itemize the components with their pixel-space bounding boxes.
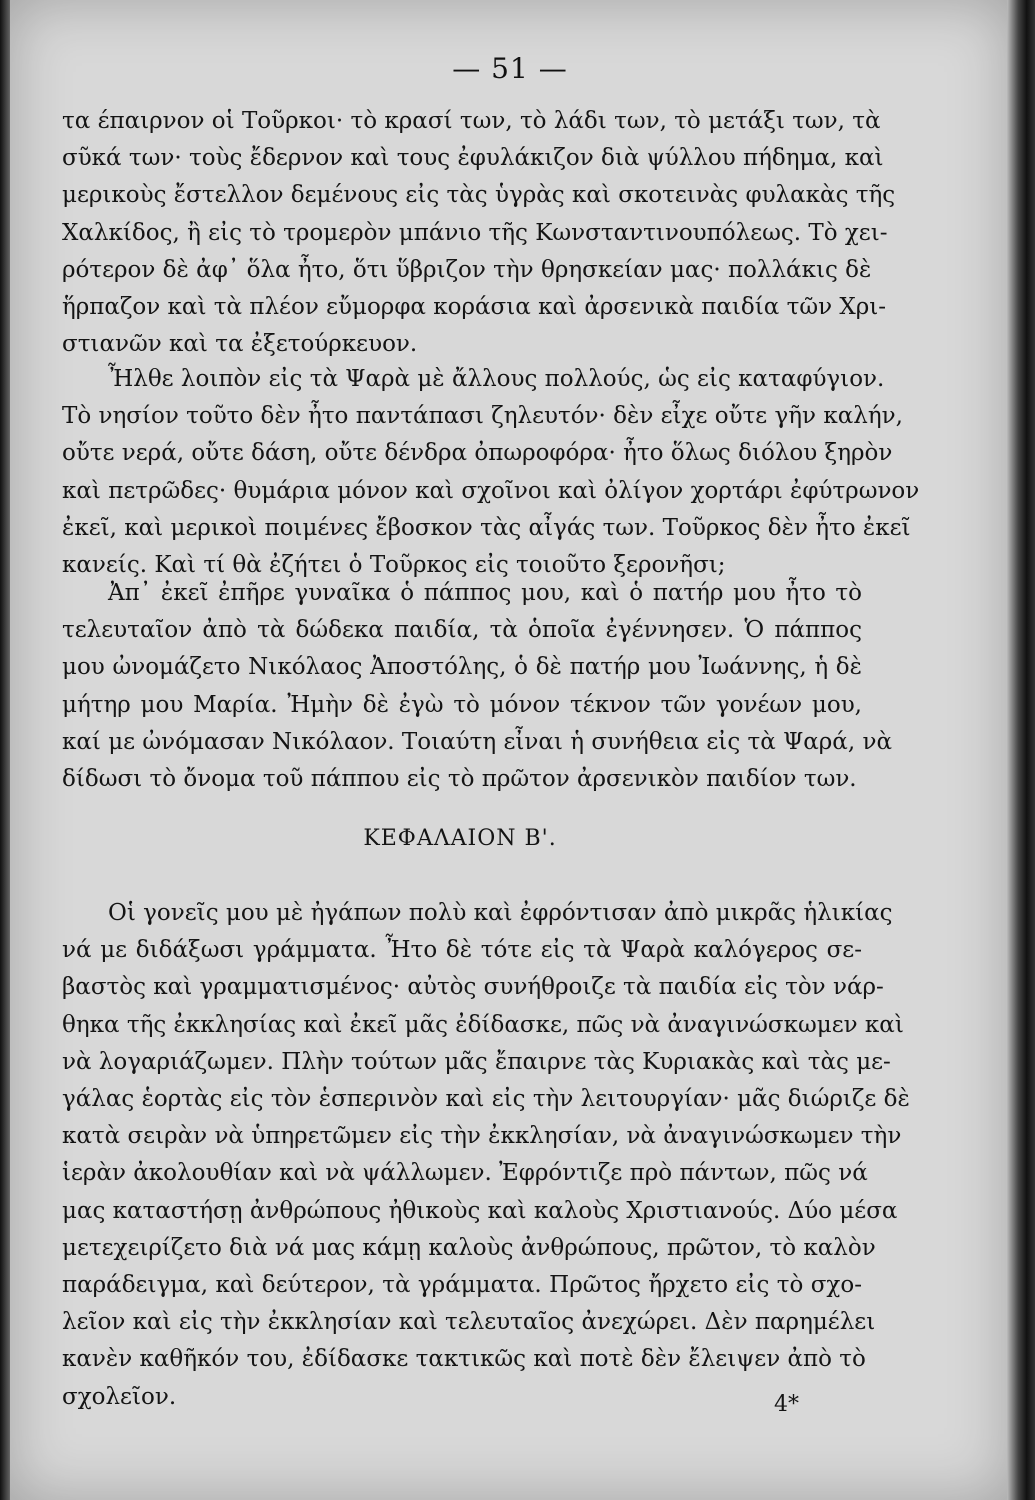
text-line: ἥρπαζον καὶ τὰ πλέον εὔμορφα κοράσια καὶ ἀρσενικὰ παιδία τῶν Χρι- <box>62 294 887 321</box>
text-line: κανείς. Καὶ τί θὰ ἐζήτει ὁ Τοῦρκος εἰς τοιοῦτο ξερονῆσι; <box>62 552 726 579</box>
text-line: σῦκά των· τοὺς ἔδερνον καὶ τους ἐφυλάκιζον διὰ ψύλλου πήδημα, καὶ <box>62 145 884 172</box>
text-line: μετεχειρίζετο διὰ νά μας κάμῃ καλοὺς ἀνθρώπους, πρῶτον, τὸ καλὸν <box>62 1234 876 1261</box>
text-line: ἐκεῖ, καὶ μερικοὶ ποιμένες ἔβοσκον τὰς αἶγάς των. Τοῦρκος δὲν ἦτο ἐκεῖ <box>62 514 911 541</box>
text-line: μας καταστήσῃ ἀνθρώπους ἠθικοὺς καὶ καλοὺς Χριστιανούς. Δύο μέσα <box>62 1197 898 1224</box>
text-line: καὶ πετρῶδες· θυμάρια μόνον καὶ σχοῖνοι καὶ ὀλίγον χορτάρι ἐφύτρωνον <box>62 477 920 504</box>
paragraph-4 <box>62 895 910 1416</box>
text-line: βαστὸς καὶ γραμματισμένος· αὐτὸς συνήθροιζε τὰ παιδία εἰς τὸν νάρ- <box>62 974 884 1001</box>
text-line: γάλας ἑορτὰς εἰς τὸν ἑσπερινὸν καὶ εἰς τὴν λειτουργίαν· μᾶς διώριζε δὲ <box>62 1086 910 1113</box>
text-line: ἱερὰν ἀκολουθίαν καὶ νὰ ψάλλωμεν. Ἐφρόντιζε πρὸ πάντων, πῶς νά <box>62 1160 868 1187</box>
text-line: σχολεῖον. <box>62 1383 177 1410</box>
text-line: ρότερον δὲ ἀφ᾽ ὅλα ἦτο, ὅτι ὕβριζον τὴν θρησκείαν μας· πολλάκις δὲ <box>62 256 872 283</box>
text-line: μήτηρ μου Μαρία. Ἠμὴν δὲ ἐγὼ τὸ μόνον τέκνον τῶν γονέων μου, <box>62 691 862 718</box>
text-line: Οἱ γονεῖς μου μὲ ἠγάπων πολὺ καὶ ἐφρόντισαν ἀπὸ μικρᾶς ἡλικίας <box>108 900 893 926</box>
page-number: — 51 — <box>452 52 568 85</box>
text-line: Ἀπ᾽ ἐκεῖ ἐπῆρε γυναῖκα ὁ πάππος μου, καὶ ὁ πατήρ μου ἦτο τὸ <box>108 580 862 606</box>
text-line: μερικοὺς ἔστελλον δεμένους εἰς τὰς ὑγρὰς καὶ σκοτεινὰς φυλακὰς τῆς <box>62 182 896 209</box>
text-line: καί με ὠνόμασαν Νικόλαον. Τοιαύτη εἶναι ἡ συνήθεια εἰς τὰ Ψαρά, νὰ <box>62 728 892 755</box>
signature-mark: 4* <box>774 1392 799 1417</box>
text-line: Τὸ νησίον τοῦτο δὲν ἦτο παντάπασι ζηλευτόν· δὲν εἶχε οὔτε γῆν καλήν, <box>62 403 903 430</box>
text-line: κατὰ σειρὰν νὰ ὑπηρετῶμεν εἰς τὴν ἐκκλησίαν, νὰ ἀναγινώσκωμεν τὴν <box>62 1123 902 1150</box>
text-line: Χαλκίδος, ἢ εἰς τὸ τρομερὸν μπάνιο τῆς Κωνσταντινουπόλεως. Τὸ χει- <box>62 219 888 246</box>
text-line: παράδειγμα, καὶ δεύτερον, τὰ γράμματα. Πρῶτος ἤρχετο εἰς τὸ σχο- <box>62 1272 862 1299</box>
paragraph-1 <box>62 103 896 363</box>
text-line: οὔτε νερά, οὔτε δάση, οὔτε δένδρα ὀπωροφόρα· ἦτο ὅλως διόλου ξηρὸν <box>62 440 893 467</box>
text-line: θηκα τῆς ἐκκλησίας καὶ ἐκεῖ μᾶς ἐδίδασκε, πῶς νὰ ἀναγινώσκωμεν καὶ <box>62 1011 904 1038</box>
paragraph-3 <box>62 575 892 798</box>
text-line: δίδωσι τὸ ὄνομα τοῦ πάππου εἰς τὸ πρῶτον ἀρσενικὸν παιδίον των. <box>62 766 857 793</box>
text-line: μου ὠνομάζετο Νικόλαος Ἀποστόλης, ὁ δὲ πατήρ μου Ἰωάννης, ἡ δὲ <box>62 654 862 681</box>
text-line: Ἦλθε λοιπὸν εἰς τὰ Ψαρὰ μὲ ἄλλους πολλούς, ὡς εἰς καταφύγιον. <box>108 366 885 392</box>
text-line: νὰ λογαριάζωμεν. Πλὴν τούτων μᾶς ἔπαιρνε τὰς Κυριακὰς καὶ τὰς με- <box>62 1048 891 1075</box>
text-line: τελευταῖον ἀπὸ τὰ δώδεκα παιδία, τὰ ὁποῖα ἐγέννησεν. Ὁ πάππος <box>62 617 862 644</box>
text-line: τα έπαιρνον οἱ Τοῦρκοι· τὸ κρασί των, τὸ λάδι των, τὸ μετάξι των, τὰ <box>62 108 881 134</box>
book-page <box>10 0 1010 1500</box>
text-line: λεῖον καὶ εἰς τὴν ἐκκλησίαν καὶ τελευταῖος ἀνεχώρει. Δὲν παρημέλει <box>62 1309 876 1336</box>
page-edge-shadow <box>1007 0 1035 1500</box>
chapter-heading: ΚΕΦΑΛΑΙΟΝ Β'. <box>363 826 557 851</box>
text-line: κανὲν καθῆκόν του, ἐδίδασκε τακτικῶς καὶ ποτὲ δὲν ἔλειψεν ἀπὸ τὸ <box>62 1346 866 1373</box>
paragraph-2 <box>62 361 920 584</box>
text-line: στιανῶν καὶ τα ἐξετούρκευον. <box>62 331 418 358</box>
text-line: νά με διδάξωσι γράμματα. Ἦτο δὲ τότε εἰς τὰ Ψαρὰ καλόγερος σε- <box>62 937 862 964</box>
